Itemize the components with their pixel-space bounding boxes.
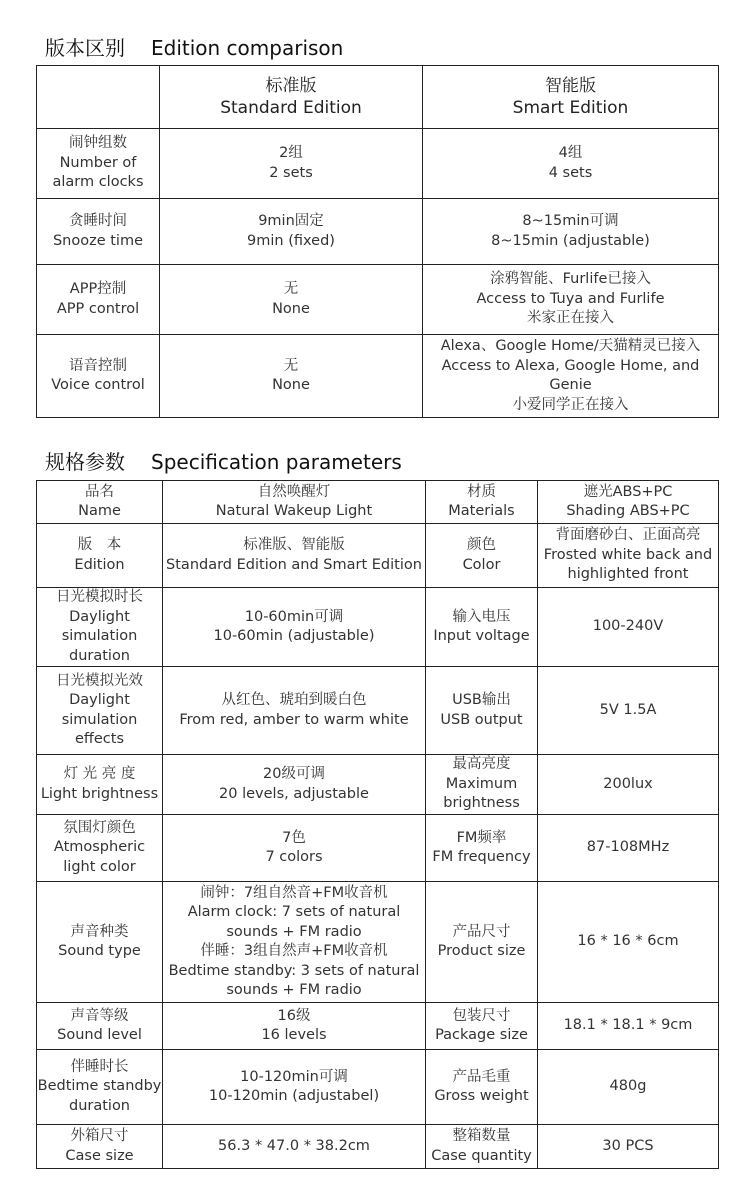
row-label-cell: 外箱尺寸 Case size [37,1125,163,1169]
value-cell: 产品毛重 Gross weight [426,1050,538,1125]
table-row [37,1003,719,1050]
value-cell: 16级 16 levels [163,1003,426,1050]
specification-table [36,480,719,1169]
value-cell: 材质 Materials [426,481,538,524]
value-cell: 480g [538,1050,719,1125]
table-row [37,66,719,129]
value-cell: 无 None [160,335,423,418]
row-label-cell: 闹钟组数 Number of alarm clocks [37,129,160,199]
value-cell: 遮光ABS+PC Shading ABS+PC [538,481,719,524]
row-label-cell: 版 本 Edition [37,524,163,588]
table-row [37,588,719,667]
row-label-cell: 语音控制 Voice control [37,335,160,418]
value-cell: 16 * 16 * 6cm [538,882,719,1003]
value-cell: 100-240V [538,588,719,667]
value-cell: 56.3 * 47.0 * 38.2cm [163,1125,426,1169]
value-cell: 10-60min可调 10-60min (adjustable) [163,588,426,667]
value-cell: 最高亮度 Maximum brightness [426,755,538,815]
value-cell: 闹钟：7组自然音+FM收音机 Alarm clock: 7 sets of natural sounds + FM radio 伴睡：3组自然声+FM收音机 Bedtime standby: 3 sets of natural sounds + FM radio [163,882,426,1003]
table-row [37,524,719,588]
value-cell: 5V 1.5A [538,667,719,755]
value-cell: 标准版、智能版 Standard Edition and Smart Edition [163,524,426,588]
row-label-cell: 灯 光 亮 度 Light brightness [37,755,163,815]
table-row [37,1050,719,1125]
row-label-cell [37,66,160,129]
table-row [37,1125,719,1169]
title-cn: 版本区别 [45,36,125,60]
value-cell: 涂鸦智能、Furlife已接入 Access to Tuya and Furlife 米家正在接入 [423,265,719,335]
value-cell: 4组 4 sets [423,129,719,199]
table-row [37,335,719,418]
value-cell: FM频率 FM frequency [426,815,538,882]
row-label-cell: 伴睡时长 Bedtime standby duration [37,1050,163,1125]
row-label-cell: 贪睡时间 Snooze time [37,199,160,265]
value-cell: 10-120min可调 10-120min (adjustabel) [163,1050,426,1125]
value-cell: 包装尺寸 Package size [426,1003,538,1050]
value-cell: 18.1 * 18.1 * 9cm [538,1003,719,1050]
value-cell: 输入电压 Input voltage [426,588,538,667]
row-label-cell: 日光模拟时长 Daylight simulation duration [37,588,163,667]
value-cell: 30 PCS [538,1125,719,1169]
title-cn: 规格参数 [45,450,125,474]
value-cell: 8~15min可调 8~15min (adjustable) [423,199,719,265]
value-cell: 无 None [160,265,423,335]
edition-comparison-table [36,65,719,418]
value-cell: 自然唤醒灯 Natural Wakeup Light [163,481,426,524]
table-row [37,265,719,335]
row-label-cell: 品名 Name [37,481,163,524]
row-label-cell: 声音种类 Sound type [37,882,163,1003]
value-cell: 背面磨砂白、正面高亮 Frosted white back and highlighted front [538,524,719,588]
table-row [37,755,719,815]
row-label-cell: 日光模拟光效 Daylight simulation effects [37,667,163,755]
value-cell: 颜色 Color [426,524,538,588]
value-cell: 产品尺寸 Product size [426,882,538,1003]
table-row [37,199,719,265]
value-cell: Alexa、Google Home/天猫精灵已接入 Access to Alexa, Google Home, and Genie 小爱同学正在接入 [423,335,719,418]
value-cell: 87-108MHz [538,815,719,882]
row-label-cell: 声音等级 Sound level [37,1003,163,1050]
value-cell: 智能版 Smart Edition [423,66,719,129]
value-cell: 7色 7 colors [163,815,426,882]
value-cell: 标准版 Standard Edition [160,66,423,129]
table-row [37,129,719,199]
title-en: Specification parameters [151,450,402,474]
value-cell: 整箱数量 Case quantity [426,1125,538,1169]
table-row [37,882,719,1003]
value-cell: USB输出 USB output [426,667,538,755]
edition-section-title [45,32,343,61]
title-en: Edition comparison [151,36,344,60]
table-row [37,667,719,755]
value-cell: 9min固定 9min (fixed) [160,199,423,265]
value-cell: 20级可调 20 levels, adjustable [163,755,426,815]
value-cell: 200lux [538,755,719,815]
table-row [37,815,719,882]
value-cell: 从红色、琥珀到暖白色 From red, amber to warm white [163,667,426,755]
row-label-cell: 氛围灯颜色 Atmospheric light color [37,815,163,882]
row-label-cell: APP控制 APP control [37,265,160,335]
table-row [37,481,719,524]
spec-section-title [45,446,402,475]
value-cell: 2组 2 sets [160,129,423,199]
